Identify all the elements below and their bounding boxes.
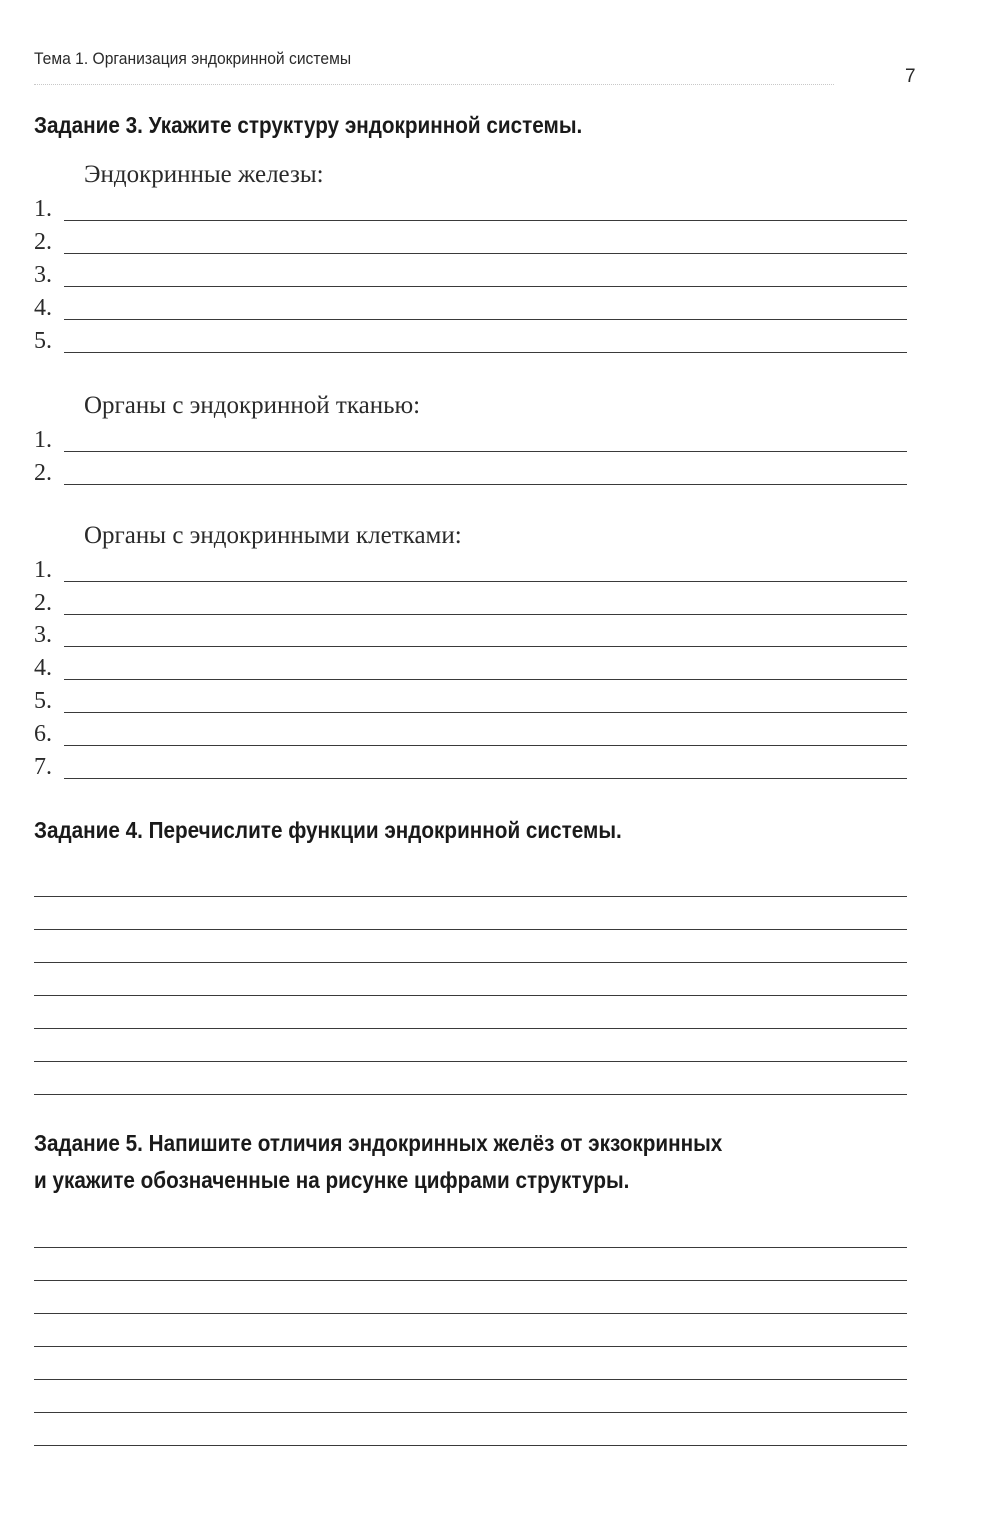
task-5-title-line-2: и укажите обозначенные на рисунке цифрами структуры.: [34, 1167, 630, 1193]
answer-line[interactable]: [34, 652, 907, 684]
answer-line[interactable]: [34, 929, 907, 930]
group-endocrine-cells-label: Органы с эндокринными клетками:: [84, 522, 462, 549]
task-4-title: Задание 4. Перечислите функции эндокринной системы.: [34, 817, 622, 843]
line-number: 3.: [34, 622, 52, 648]
answer-line[interactable]: [34, 751, 907, 783]
answer-line[interactable]: [34, 1346, 907, 1347]
group-endocrine-tissue-label: Органы с эндокринной тканью:: [84, 392, 421, 419]
task-5-title-line-1: Задание 5. Напишите отличия эндокринных желёз от экзокринных: [34, 1130, 723, 1156]
answer-line[interactable]: [34, 685, 907, 717]
answer-line[interactable]: [34, 1280, 907, 1281]
answer-line[interactable]: [34, 1094, 907, 1095]
line-number: 2.: [34, 460, 52, 486]
answer-line[interactable]: [34, 1379, 907, 1380]
task-3-title: Задание 3. Укажите структуру эндокринной системы.: [34, 112, 583, 138]
answer-line[interactable]: [34, 193, 907, 225]
answer-line[interactable]: [34, 1061, 907, 1062]
answer-line[interactable]: [34, 1028, 907, 1029]
running-title: Тема 1. Организация эндокринной системы: [34, 49, 352, 68]
answer-line[interactable]: [34, 1445, 907, 1446]
answer-line[interactable]: [34, 995, 907, 996]
answer-line[interactable]: [34, 226, 907, 258]
answer-line[interactable]: [34, 424, 907, 456]
line-number: 5.: [34, 688, 52, 714]
page-number: 7: [905, 66, 916, 87]
line-number: 4.: [34, 295, 52, 321]
line-number: 5.: [34, 328, 52, 354]
line-number: 1.: [34, 196, 52, 222]
line-number: 7.: [34, 754, 52, 780]
answer-line[interactable]: [34, 587, 907, 619]
line-number: 2.: [34, 590, 52, 616]
answer-line[interactable]: [34, 325, 907, 357]
answer-line[interactable]: [34, 1313, 907, 1314]
answer-line[interactable]: [34, 718, 907, 750]
answer-line[interactable]: [34, 962, 907, 963]
line-number: 1.: [34, 427, 52, 453]
line-number: 6.: [34, 721, 52, 747]
answer-line[interactable]: [34, 1412, 907, 1413]
answer-line[interactable]: [34, 457, 907, 489]
answer-line[interactable]: [34, 619, 907, 651]
line-number: 4.: [34, 655, 52, 681]
group-endocrine-glands-label: Эндокринные железы:: [84, 161, 324, 188]
line-number: 1.: [34, 557, 52, 583]
line-number: 3.: [34, 262, 52, 288]
answer-line[interactable]: [34, 554, 907, 586]
line-number: 2.: [34, 229, 52, 255]
answer-line[interactable]: [34, 1247, 907, 1248]
header-divider: [34, 84, 834, 85]
answer-line[interactable]: [34, 292, 907, 324]
answer-line[interactable]: [34, 896, 907, 897]
answer-line[interactable]: [34, 259, 907, 291]
